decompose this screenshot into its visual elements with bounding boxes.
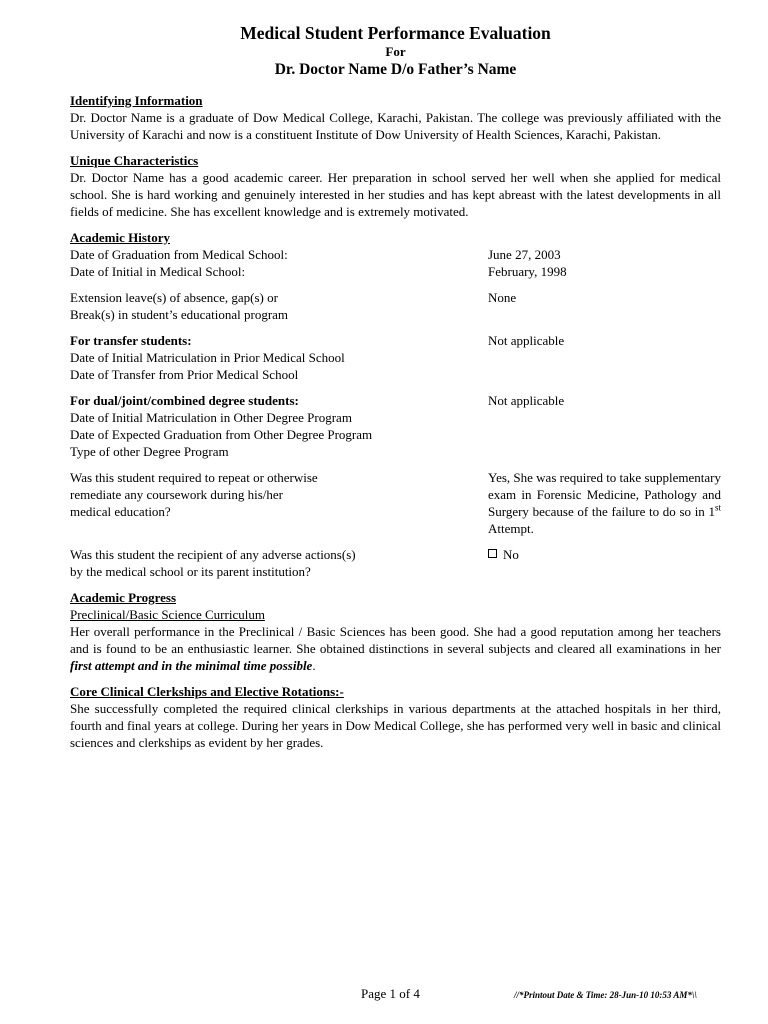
section-heading: Core Clinical Clerkships and Elective Rotations:-	[70, 684, 344, 699]
field-label-line: by the medical school or its parent institution?	[70, 564, 311, 579]
field-value	[488, 546, 721, 580]
field-value: Not applicable	[488, 393, 565, 408]
page-number: Page 1 of 4	[361, 986, 420, 1001]
initial-date-row	[70, 263, 721, 280]
section-paragraph: Dr. Doctor Name is a graduate of Dow Medical College, Karachi, Pakistan. The college was previously affiliated with the University of Karachi and now is a constituent Institute of Dow University of Health Sciences, Karachi, Pakistan.	[70, 110, 721, 142]
section-clinical-clerkships	[70, 684, 721, 751]
field-label-line: remediate any coursework during his/her	[70, 487, 283, 502]
field-label	[70, 469, 488, 537]
field-label	[70, 332, 488, 383]
paragraph-text: Her overall performance in the Preclinical / Basic Sciences has been good. She had a good reputation among her teachers and is found to be an enthusiastic learner. She obtained distinctions in several subjects and cleared all examinations in her	[70, 624, 721, 656]
field-label	[70, 392, 488, 460]
field-label-line: Date of Initial Matriculation in Prior Medical School	[70, 350, 345, 365]
printout-timestamp: //*Printout Date & Time: 28-Jun-10 10:53 AM*\\	[514, 990, 697, 1000]
section-subheading: Preclinical/Basic Science Curriculum	[70, 607, 265, 622]
section-paragraph	[70, 623, 721, 674]
superscript: st	[714, 502, 721, 513]
field-label-line: Date of Initial Matriculation in Other Degree Program	[70, 410, 352, 425]
field-subheading: For dual/joint/combined degree students:	[70, 393, 299, 408]
field-value: Not applicable	[488, 333, 565, 348]
field-label-line: Type of other Degree Program	[70, 444, 229, 459]
document-body	[70, 22, 721, 751]
graduation-date-row	[70, 246, 721, 263]
section-academic-progress	[70, 590, 721, 674]
section-academic-history	[70, 230, 721, 580]
repeat-value-text: Yes, She was required to take supplementary exam in Forensic Medicine, Pathology and Surgery because of the failure to do so in 1	[488, 470, 721, 519]
document-title: Medical Student Performance Evaluation	[240, 23, 551, 43]
dual-degree-row	[70, 392, 721, 460]
transfer-students-row	[70, 332, 721, 383]
section-heading: Academic Progress	[70, 590, 177, 605]
field-label	[70, 546, 488, 580]
section-heading: Identifying Information	[70, 93, 203, 108]
section-unique-characteristics	[70, 153, 721, 220]
section-paragraph: She successfully completed the required clinical clerkships in various departments at the attached hospitals in her third, fourth and final years at college. During her years in Dow Medical College, she has performed very well in basic and clinical sciences and clerkships as evident by her grades.	[70, 701, 721, 750]
page-footer	[0, 986, 768, 1006]
field-label-line: Date of Expected Graduation from Other Degree Program	[70, 427, 373, 442]
paragraph-end: .	[312, 658, 316, 673]
repeat-value-end: Attempt.	[488, 521, 534, 536]
field-value: February, 1998	[488, 264, 567, 279]
field-label-line: Break(s) in student’s educational program	[70, 307, 289, 322]
field-label: Date of Graduation from Medical School:	[70, 247, 288, 262]
repeat-coursework-row	[70, 469, 721, 537]
field-subheading: For transfer students:	[70, 333, 192, 348]
field-label	[70, 289, 488, 323]
section-identifying-information	[70, 93, 721, 143]
field-value	[488, 469, 721, 537]
document-for-line: For	[385, 44, 406, 59]
field-label-line: medical education?	[70, 504, 171, 519]
checkbox-icon[interactable]	[488, 549, 497, 558]
extension-leave-row	[70, 289, 721, 323]
section-heading: Academic History	[70, 230, 171, 245]
field-label: Date of Initial in Medical School:	[70, 264, 246, 279]
adverse-actions-row	[70, 546, 721, 580]
field-label-line: Was this student the recipient of any adverse actions(s)	[70, 547, 356, 562]
field-value: June 27, 2003	[488, 247, 561, 262]
paragraph-emphasis: first attempt and in the minimal time possible	[70, 658, 313, 673]
field-label-line: Date of Transfer from Prior Medical School	[70, 367, 299, 382]
section-paragraph: Dr. Doctor Name has a good academic career. Her preparation in school served her well when she applied for medical school. She is hard working and genuinely interested in her studies and has kept abreast with the latest developments in all fields of medicine. She has excellent knowledge and is extremely motivated.	[70, 170, 721, 219]
field-label-line: Extension leave(s) of absence, gap(s) or	[70, 290, 278, 305]
section-heading: Unique Characteristics	[70, 153, 199, 168]
field-value: None	[488, 290, 517, 305]
student-name-heading: Dr. Doctor Name D/o Father’s Name	[274, 61, 517, 78]
checkbox-label: No	[503, 547, 519, 562]
field-label-line: Was this student required to repeat or otherwise	[70, 470, 318, 485]
